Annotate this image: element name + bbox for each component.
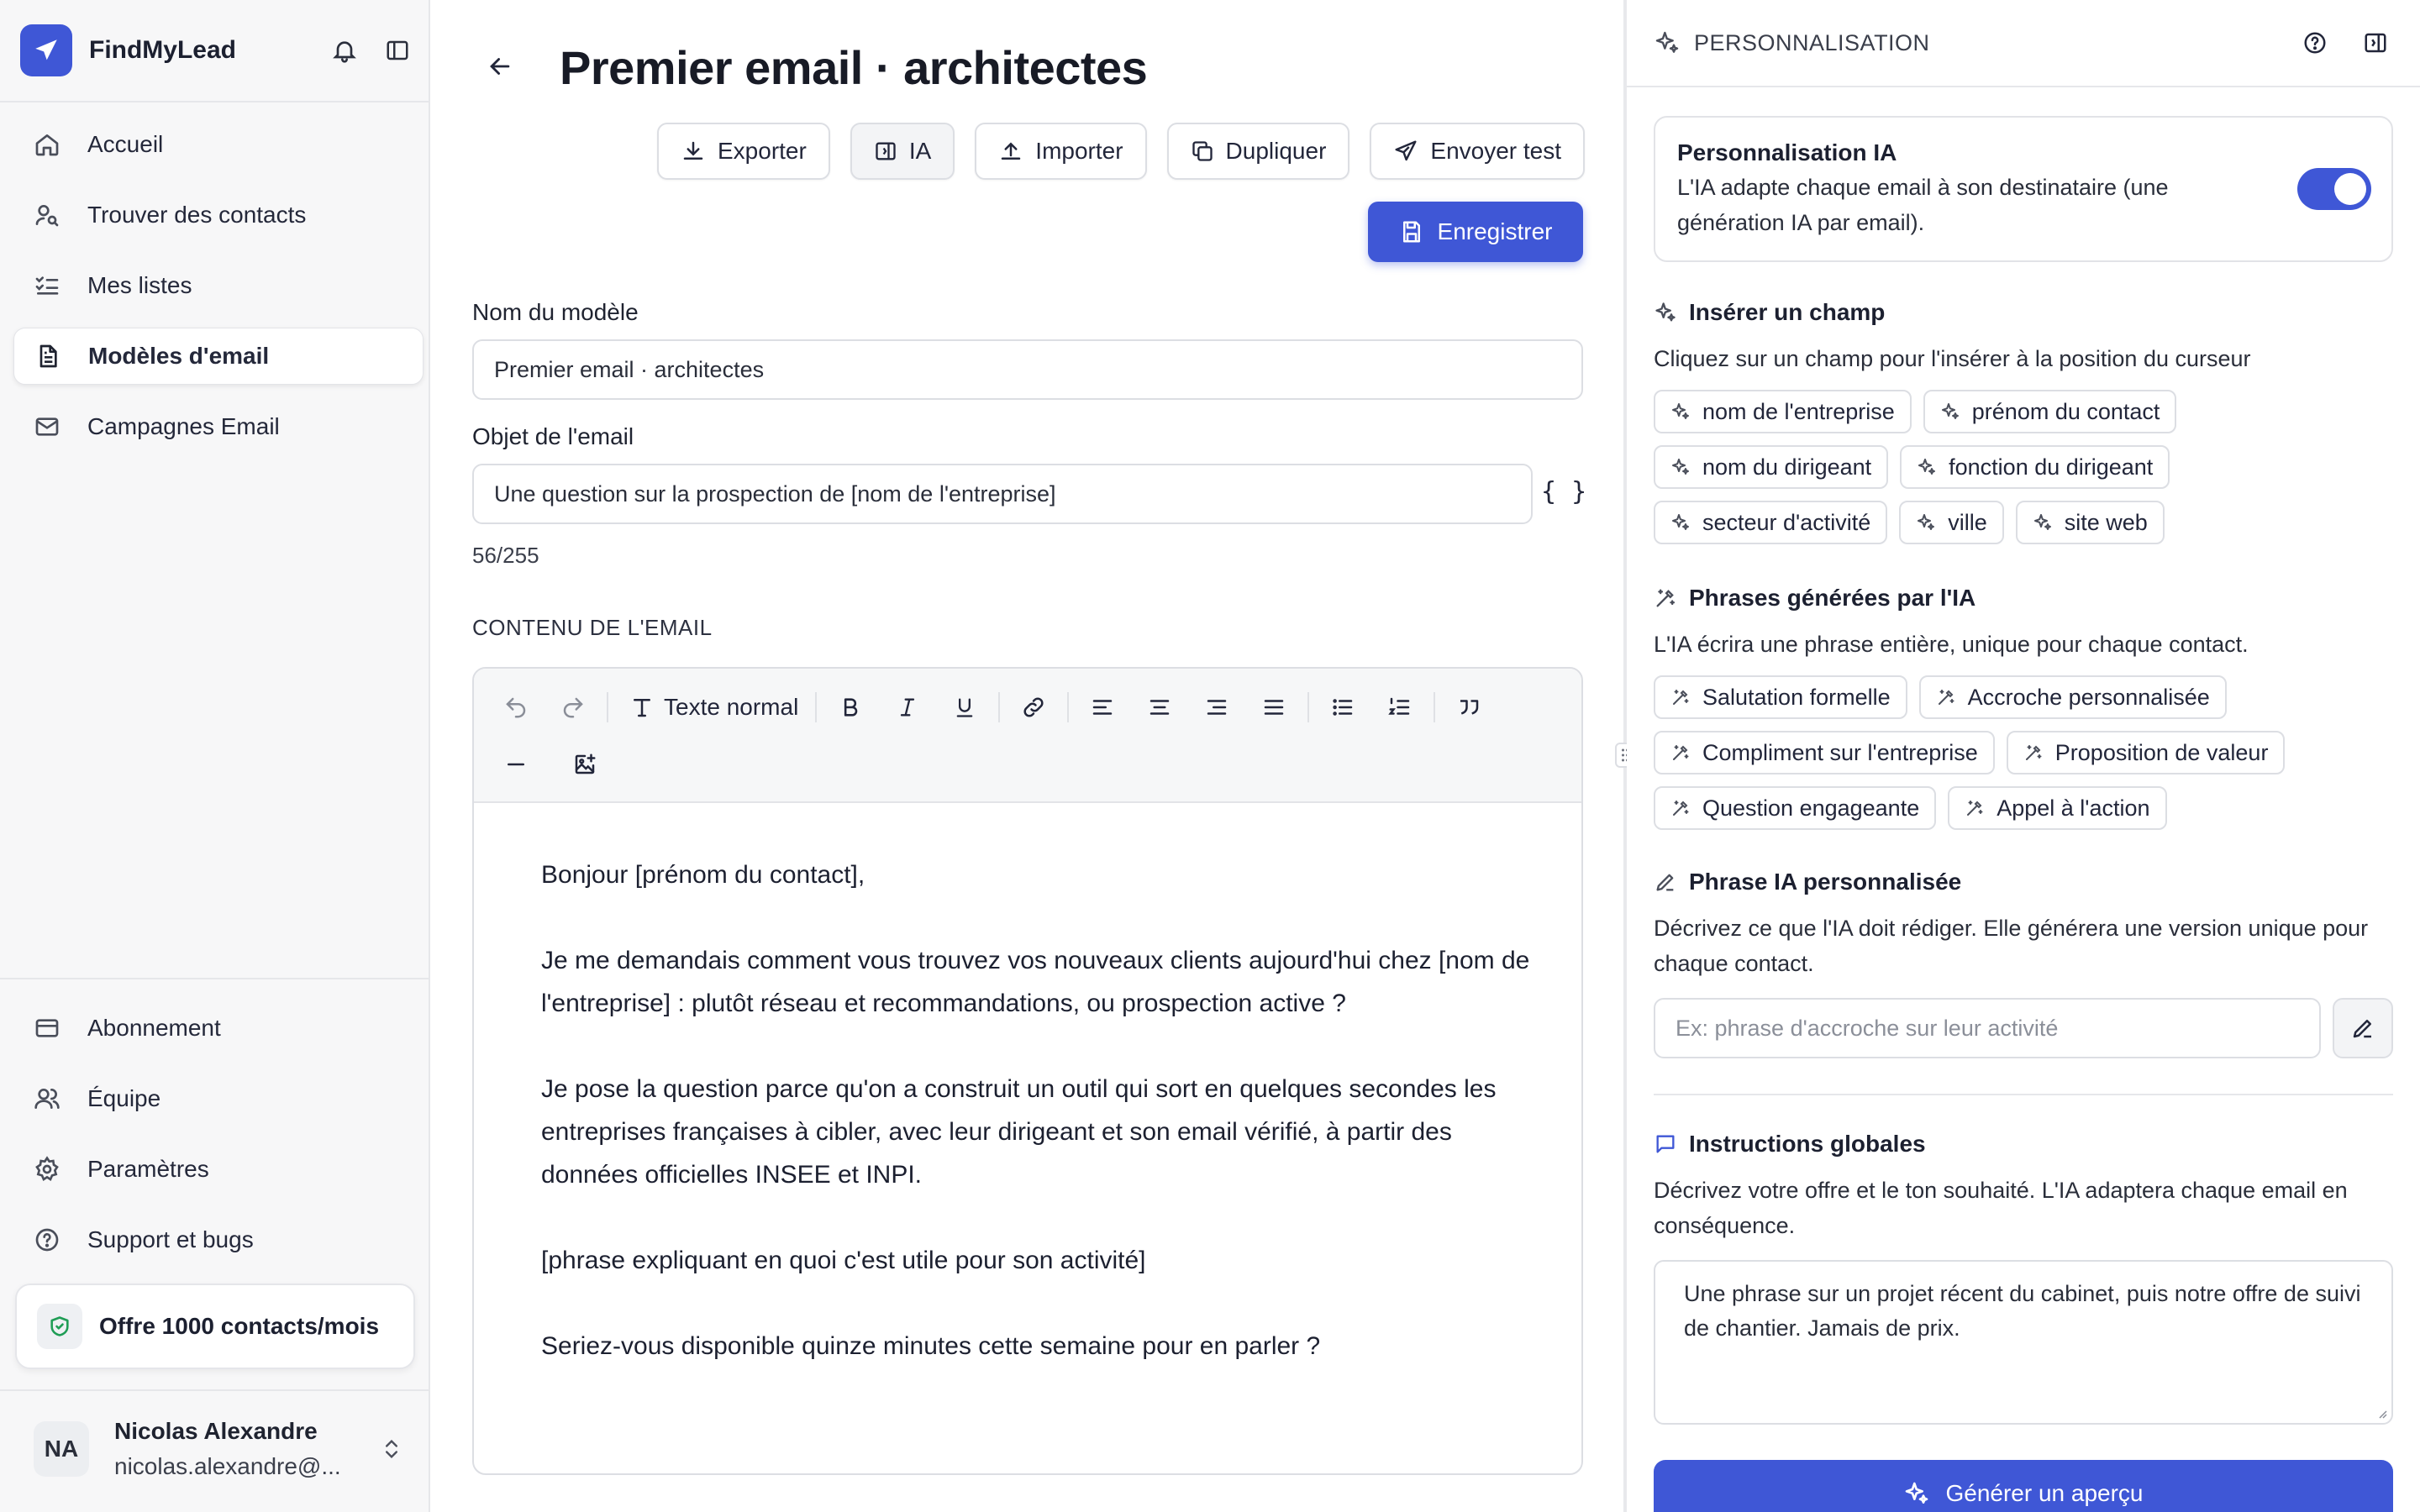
users-icon xyxy=(32,1084,62,1114)
import-label: Importer xyxy=(1035,138,1123,164)
section-description: Décrivez votre offre et le ton souhaité. L'IA adaptera chaque email en conséquence. xyxy=(1654,1178,2348,1238)
align-center-icon[interactable] xyxy=(1143,690,1176,724)
import-button[interactable] xyxy=(975,123,1146,180)
sparkles-icon xyxy=(1670,402,1691,422)
chip[interactable] xyxy=(1923,390,2177,433)
section-title: Phrase IA personnalisée xyxy=(1689,869,1962,895)
text-style-select[interactable] xyxy=(625,690,798,724)
chip[interactable] xyxy=(2016,501,2165,544)
bold-icon[interactable] xyxy=(834,690,867,724)
logo-icon[interactable] xyxy=(20,24,72,76)
sparkles-icon xyxy=(1903,1480,1930,1507)
chip-label: Accroche personnalisée xyxy=(1967,684,2210,710)
spacer xyxy=(550,749,551,780)
insert-phrase-button[interactable] xyxy=(2333,998,2393,1058)
sidebar-item-equipe[interactable] xyxy=(13,1070,424,1127)
align-right-icon[interactable] xyxy=(1200,690,1234,724)
sidebar-item-label: Équipe xyxy=(87,1085,161,1111)
magic-wand-icon xyxy=(1670,687,1691,707)
shield-check-icon xyxy=(37,1304,82,1349)
main-content xyxy=(430,0,1625,1512)
chevrons-up-down-icon xyxy=(380,1437,403,1461)
template-name-label: Nom du modèle xyxy=(472,299,639,325)
chip[interactable] xyxy=(1654,445,1888,489)
global-instructions-section xyxy=(1654,1131,2393,1425)
section-description: Cliquez sur un champ pour l'insérer à la position du curseur xyxy=(1654,346,2251,371)
help-circle-icon[interactable] xyxy=(2302,30,2328,55)
align-left-icon[interactable] xyxy=(1086,690,1119,724)
sidebar-toggle-icon[interactable] xyxy=(385,38,410,63)
sidebar-item-label: Modèles d'email xyxy=(88,343,270,369)
offer-label: Offre 1000 contacts/mois xyxy=(99,1313,380,1339)
magic-wand-icon xyxy=(1654,586,1677,610)
link-icon[interactable] xyxy=(1017,690,1050,724)
avatar: NA xyxy=(34,1421,89,1477)
ia-label: IA xyxy=(908,138,932,164)
brand-name: FindMyLead xyxy=(89,36,237,64)
panel-header xyxy=(1627,0,2420,87)
panel-right-icon xyxy=(874,139,897,163)
pen-icon xyxy=(2350,1016,2375,1041)
content-section-label: CONTENU DE L'EMAIL xyxy=(472,615,713,640)
subject-counter: 56/255 xyxy=(472,543,539,568)
gear-icon xyxy=(32,1154,62,1184)
separator xyxy=(1067,692,1069,722)
section-description: L'IA écrira une phrase entière, unique pour chaque contact. xyxy=(1654,632,2249,657)
bullet-list-icon[interactable] xyxy=(1326,690,1360,724)
section-description: Décrivez ce que l'IA doit rédiger. Elle générera une version unique pour chaque contact. xyxy=(1654,916,2369,976)
bottom-nav xyxy=(13,1000,424,1282)
sidebar-item-label: Abonnement xyxy=(87,1015,221,1041)
image-plus-icon[interactable] xyxy=(568,748,602,781)
email-paragraph: Je pose la question parce qu'on a construit un outil qui sort en quelques secondes les entreprises françaises à cibler, avec leur dirigeant et son email vérifié, à partir des données officielles INSEE et INPI. xyxy=(541,1075,1497,1189)
chip-label: Appel à l'action xyxy=(1996,795,2150,821)
section-title: Instructions globales xyxy=(1689,1131,1926,1157)
chip-label: Proposition de valeur xyxy=(2054,739,2269,765)
sparkles-icon xyxy=(1940,402,1960,422)
card-description: L'IA adapte chaque email à son destinataire (une génération IA par email). xyxy=(1677,175,2169,235)
export-label: Exporter xyxy=(718,138,807,164)
chip[interactable] xyxy=(1654,390,1912,433)
sidebar-item-mes-listes[interactable] xyxy=(13,257,424,314)
save-icon xyxy=(1399,219,1424,244)
sparkles-icon xyxy=(1654,301,1677,324)
mail-icon xyxy=(32,412,62,442)
separator xyxy=(607,692,608,722)
chip-label: site web xyxy=(2064,509,2148,535)
user-menu[interactable] xyxy=(34,1411,403,1487)
sidebar xyxy=(0,0,430,1512)
generate-preview-button[interactable] xyxy=(1654,1460,2393,1512)
page-title: Premier email · architectes xyxy=(560,41,1148,94)
text-style-label: Texte normal xyxy=(664,694,799,720)
global-instructions-value: Une phrase sur un projet récent du cabinet, puis notre offre de suivi de chantier. Jamais de prix. xyxy=(1684,1281,2361,1341)
separator xyxy=(998,692,1000,722)
chip[interactable] xyxy=(1654,731,1995,774)
undo-icon[interactable] xyxy=(499,690,533,724)
sidebar-item-label: Mes listes xyxy=(87,272,192,298)
sidebar-item-label: Accueil xyxy=(87,131,164,157)
sidebar-item-trouver-contacts[interactable] xyxy=(13,186,424,244)
send-icon xyxy=(1393,139,1418,164)
subject-input[interactable]: Une question sur la prospection de [nom de l'entreprise] xyxy=(472,464,1533,524)
chip-label: Question engageante xyxy=(1702,795,1920,821)
save-label: Enregistrer xyxy=(1437,218,1553,244)
copy-icon xyxy=(1191,139,1214,163)
ia-toggle[interactable] xyxy=(2297,168,2371,210)
editor-toolbar xyxy=(474,669,1581,803)
home-icon xyxy=(32,129,62,160)
message-square-icon xyxy=(1654,1132,1677,1156)
chip[interactable] xyxy=(1948,786,2166,830)
subject-label: Objet de l'email xyxy=(472,423,634,449)
underline-icon[interactable] xyxy=(948,690,981,724)
insert-variable-button[interactable]: { } xyxy=(1541,477,1587,507)
sidebar-item-modeles-email[interactable] xyxy=(13,328,424,385)
ai-phrases-section xyxy=(1654,585,2393,830)
chip-label: ville xyxy=(1948,509,1987,535)
magic-wand-icon xyxy=(1670,798,1691,818)
quote-icon[interactable] xyxy=(1452,690,1486,724)
field-chips xyxy=(1654,390,2393,544)
horizontal-rule-icon[interactable] xyxy=(499,748,533,781)
back-arrow-icon[interactable] xyxy=(486,52,514,81)
insert-field-section xyxy=(1654,299,2393,544)
offer-card[interactable] xyxy=(15,1284,415,1369)
send-test-button[interactable] xyxy=(1370,123,1585,180)
chip-label: nom du dirigeant xyxy=(1702,454,1872,480)
align-justify-icon[interactable] xyxy=(1257,690,1291,724)
sparkles-icon xyxy=(2033,512,2053,533)
generate-label: Générer un aperçu xyxy=(1945,1480,2144,1506)
email-paragraph: Bonjour [prénom du contact], xyxy=(541,861,865,889)
sidebar-item-label: Campagnes Email xyxy=(87,413,280,439)
personalization-panel xyxy=(1627,0,2420,1512)
chip-label: prénom du contact xyxy=(1971,398,2160,424)
chip[interactable] xyxy=(1654,501,1887,544)
pen-icon xyxy=(1654,870,1677,894)
email-paragraph: [phrase expliquant en quoi c'est utile pour son activité] xyxy=(541,1247,1146,1274)
global-instructions-textarea[interactable] xyxy=(1654,1260,2393,1425)
chip[interactable] xyxy=(1919,675,2227,719)
magic-wand-icon xyxy=(1670,743,1691,763)
divider xyxy=(0,978,429,979)
template-name-input[interactable]: Premier email · architectes xyxy=(472,339,1583,400)
magic-wand-icon xyxy=(1936,687,1956,707)
sparkles-icon xyxy=(1917,457,1937,477)
sidebar-item-abonnement[interactable] xyxy=(13,1000,424,1057)
divider xyxy=(0,101,429,102)
phrase-chips xyxy=(1654,675,2393,830)
export-button[interactable] xyxy=(657,123,830,180)
chip-label: nom de l'entreprise xyxy=(1702,398,1895,424)
sparkles-icon xyxy=(1654,29,1681,56)
section-title: Insérer un champ xyxy=(1689,299,1886,325)
ia-toggle-button[interactable] xyxy=(850,123,955,180)
magic-wand-icon xyxy=(1965,798,1985,818)
italic-icon[interactable] xyxy=(891,690,924,724)
toolbar xyxy=(657,123,1585,180)
card-title: Personnalisation IA xyxy=(1677,139,1897,165)
panel-title: PERSONNALISATION xyxy=(1694,29,1930,55)
custom-phrase-input[interactable]: Ex: phrase d'accroche sur leur activité xyxy=(1654,998,2321,1058)
duplicate-button[interactable] xyxy=(1167,123,1350,180)
chip-label: Salutation formelle xyxy=(1702,684,1891,710)
sidebar-item-support[interactable] xyxy=(13,1211,424,1268)
sparkles-icon xyxy=(1670,457,1691,477)
brand xyxy=(20,24,410,77)
chip[interactable] xyxy=(1654,675,1907,719)
list-check-icon xyxy=(32,270,62,301)
chip-label: Compliment sur l'entreprise xyxy=(1702,739,1978,765)
sidebar-item-label: Paramètres xyxy=(87,1156,209,1182)
divider xyxy=(0,1389,429,1391)
separator xyxy=(1434,692,1435,722)
sidebar-item-parametres[interactable] xyxy=(13,1141,424,1198)
email-paragraph: Seriez-vous disponible quinze minutes cette semaine pour en parler ? xyxy=(541,1332,1321,1360)
text-type-icon xyxy=(625,690,659,724)
ia-personalization-card xyxy=(1654,116,2393,262)
sidebar-item-label: Support et bugs xyxy=(87,1226,254,1252)
separator xyxy=(815,692,817,722)
editor-body[interactable] xyxy=(541,853,1533,1410)
chip[interactable] xyxy=(1654,786,1936,830)
sidebar-item-accueil[interactable] xyxy=(13,116,424,173)
magic-wand-icon xyxy=(2023,743,2044,763)
separator xyxy=(1307,692,1309,722)
email-paragraph: Je me demandais comment vous trouvez vos nouveaux clients aujourd'hui chez [nom de l'entreprise] : plutôt réseau et recommandations, ou prospection active ? xyxy=(541,947,1530,1017)
bell-icon[interactable] xyxy=(331,37,358,64)
chip[interactable] xyxy=(2007,731,2286,774)
credit-card-icon xyxy=(32,1013,62,1043)
divider xyxy=(1654,1094,2393,1095)
sidebar-item-label: Trouver des contacts xyxy=(87,202,307,228)
save-button[interactable] xyxy=(1368,202,1583,262)
main-nav xyxy=(13,116,424,469)
sparkles-icon xyxy=(1916,512,1936,533)
chip[interactable] xyxy=(1900,445,2170,489)
sidebar-item-campagnes-email[interactable] xyxy=(13,398,424,455)
user-search-icon xyxy=(32,200,62,230)
chip-label: secteur d'activité xyxy=(1702,509,1871,535)
chip[interactable] xyxy=(1899,501,2004,544)
chip-label: fonction du dirigeant xyxy=(1949,454,2154,480)
help-circle-icon xyxy=(32,1225,62,1255)
redo-icon[interactable] xyxy=(556,690,590,724)
section-title: Phrases générées par l'IA xyxy=(1689,585,1976,611)
file-text-icon xyxy=(33,341,63,371)
duplicate-label: Dupliquer xyxy=(1225,138,1327,164)
send-test-label: Envoyer test xyxy=(1430,138,1562,164)
user-email: nicolas.alexandre@... xyxy=(114,1453,341,1479)
custom-phrase-section xyxy=(1654,869,2393,1058)
email-editor xyxy=(472,667,1583,1475)
panel-collapse-icon[interactable] xyxy=(2363,30,2388,55)
sparkles-icon xyxy=(1670,512,1691,533)
download-icon xyxy=(681,139,706,164)
user-name: Nicolas Alexandre xyxy=(114,1418,318,1444)
upload-icon xyxy=(998,139,1023,164)
numbered-list-icon[interactable] xyxy=(1383,690,1417,724)
